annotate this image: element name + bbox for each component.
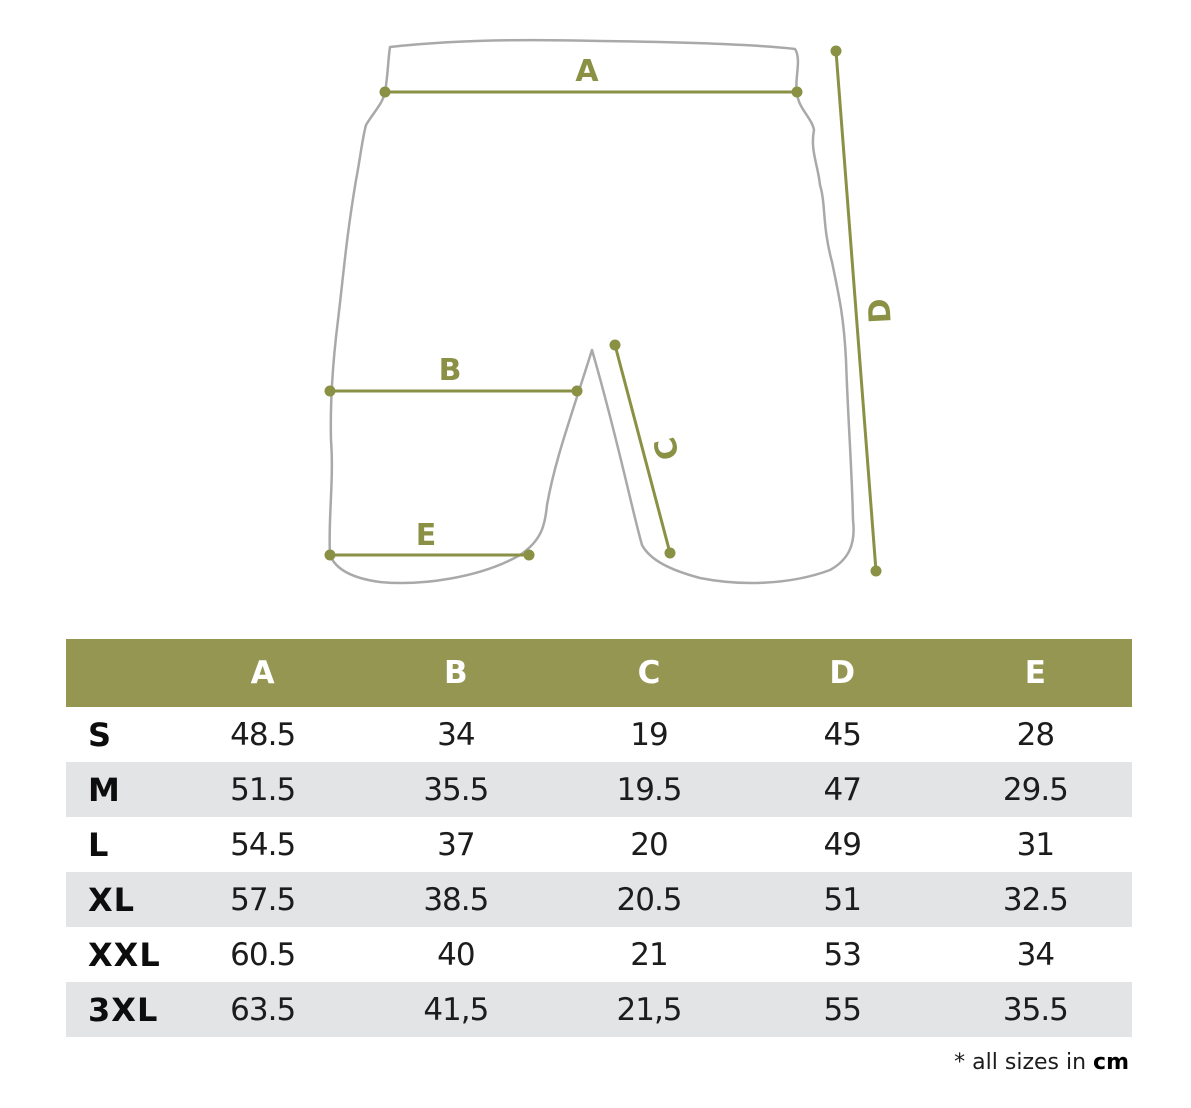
cell-e: 34 (1016, 936, 1055, 973)
cell-a: 51.5 (166, 762, 359, 817)
label-a: A (575, 54, 599, 89)
measure-e (325, 518, 535, 561)
cell-d: 53 (823, 936, 861, 973)
header-cell-d: D (746, 639, 939, 707)
cell-d: 49 (823, 826, 861, 863)
label-c: C (647, 433, 688, 464)
cell-c: 19.5 (552, 762, 745, 817)
measure-c (610, 340, 688, 559)
cell-d: 55 (746, 982, 939, 1037)
cell-b: 34 (437, 716, 475, 753)
table-header-row (66, 639, 1132, 707)
cell-e: 29.5 (939, 762, 1132, 817)
table-row (66, 872, 1132, 927)
cell-c: 19 (630, 716, 668, 753)
size-label: XXL (88, 935, 161, 974)
size-label: XL (66, 872, 166, 927)
cell-e: 31 (1016, 826, 1055, 863)
header-cell-b: B (359, 639, 552, 707)
label-e: E (415, 518, 437, 553)
size-label: 3XL (66, 982, 166, 1037)
cell-a: 48.5 (230, 716, 296, 753)
size-chart-table (66, 639, 1132, 1037)
header-cell-e: E (939, 639, 1132, 707)
label-b: B (438, 353, 462, 388)
cell-b: 41,5 (359, 982, 552, 1037)
shorts-outline (330, 40, 854, 583)
cell-c: 20.5 (552, 872, 745, 927)
size-label: M (66, 762, 166, 817)
cell-e: 28 (1016, 716, 1055, 753)
label-d: D (862, 297, 899, 325)
size-label: L (88, 825, 110, 864)
footnote-prefix: * all sizes in (954, 1050, 1094, 1075)
cell-e: 35.5 (939, 982, 1132, 1037)
cell-d: 47 (746, 762, 939, 817)
cell-c: 20 (630, 826, 668, 863)
size-label: S (88, 715, 113, 754)
table-row (66, 927, 1132, 982)
table-row (66, 707, 1132, 762)
measure-b (325, 353, 583, 397)
header-cell-a: A (166, 639, 359, 707)
cell-a: 57.5 (166, 872, 359, 927)
table-row (66, 762, 1132, 817)
measure-a (380, 54, 803, 98)
cell-d: 51 (746, 872, 939, 927)
cell-a: 60.5 (230, 936, 296, 973)
cell-c: 21,5 (552, 982, 745, 1037)
header-cell-c: C (552, 639, 745, 707)
cell-a: 54.5 (230, 826, 296, 863)
units-footnote (954, 1050, 1129, 1075)
header-cell-size (66, 639, 166, 707)
cell-b: 35.5 (359, 762, 552, 817)
cell-b: 38.5 (359, 872, 552, 927)
cell-a: 63.5 (166, 982, 359, 1037)
cell-b: 40 (437, 936, 475, 973)
cell-c: 21 (630, 936, 668, 973)
cell-e: 32.5 (939, 872, 1132, 927)
footnote-unit: cm (1093, 1050, 1129, 1075)
table-row (66, 817, 1132, 872)
cell-b: 37 (437, 826, 475, 863)
table-row (66, 982, 1132, 1037)
cell-d: 45 (823, 716, 861, 753)
